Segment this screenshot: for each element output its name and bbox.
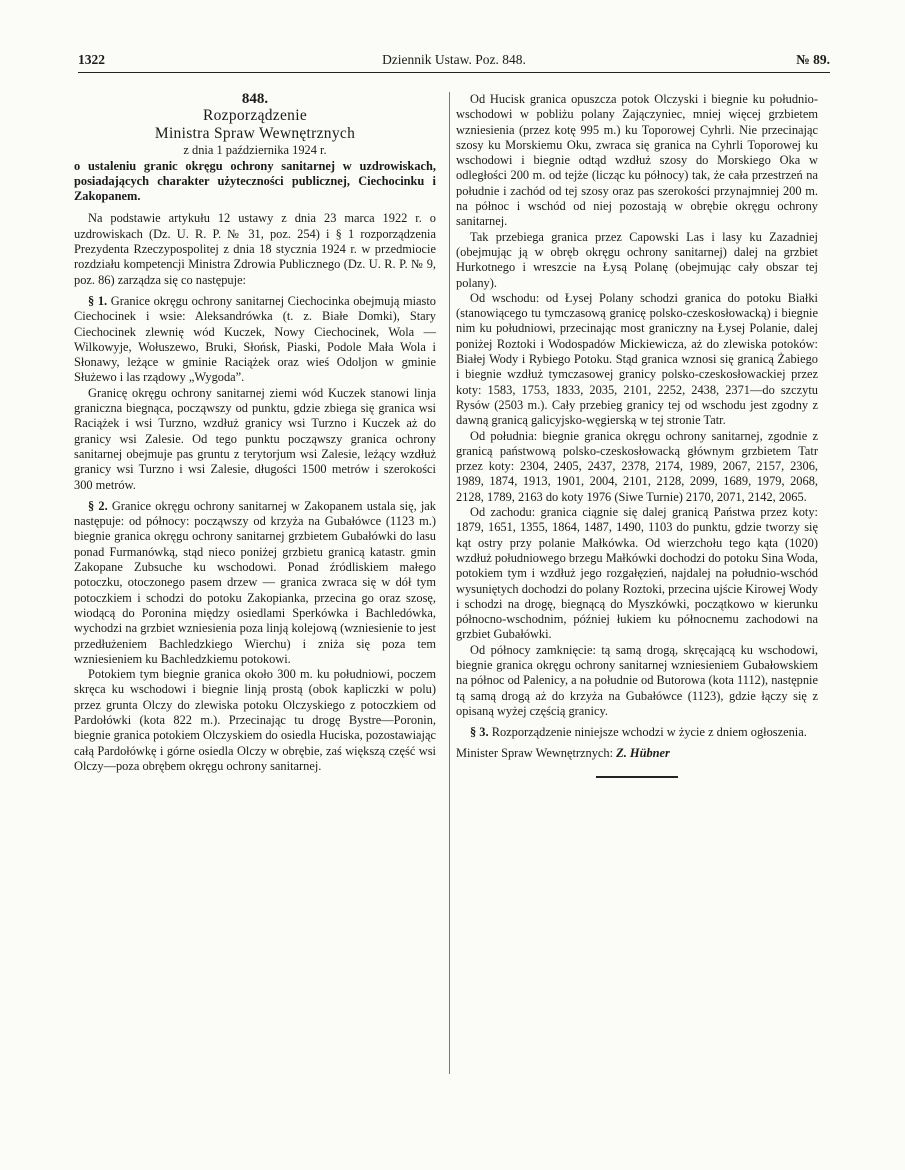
right-column (456, 92, 818, 778)
page-header (78, 50, 830, 70)
header-rule (78, 72, 830, 73)
act-date: z dnia 1 października 1924 r. (183, 143, 327, 158)
act-title (74, 107, 436, 143)
signature-name: Z. Hübner (616, 746, 670, 761)
signature-label: Minister Spraw Wewnętrznych: (456, 746, 617, 761)
act-title-line2: Ministra Spraw Wewnętrznych (154, 125, 356, 143)
section-1-text: Granice okręgu ochrony sanitarnej Ciechocinka obejmują miasto Ciechocinek i wsie: Aleksandrówka (t. z. Białe Domki), Stary Ciechocinek zlewnię wód Kuczek, Nowy Ciechocinek, Wola — Wilkowyje, Wołuszewo, Bruki, Słońsk, Piaski, Podole Mała Wola i Słonawy, leżące w gminie Raciążek oraz wieś Odoljon w gminie Służewo i las rządowy „Wygoda”. (74, 293, 436, 385)
column-divider (449, 92, 450, 1074)
paragraph-north: Od północy zamknięcie: tą samą drogą, skręcającą ku wschodowi, biegnie granica okręgu ochrony sanitarnej wzniesieniem Gubałowskiem na północ od Palenicy, a na południe od Butorowa (kota 1112), następnie tą samą drogą aż do krzyża na Gubałówce (1123), gdzie łączy się z opisaną wyżej częścią granicy. (456, 642, 818, 718)
section-1-paragraph-2: Granicę okręgu ochrony sanitarnej ziemi wód Kuczek stanowi linja graniczna biegnąca, począwszy od punktu, gdzie zbiega się granica wsi Raciążek i wsi Turzno, wzdłuż granicy wsi Turzno i Kuczek aż do granicy wsi Zalesie. Od tego punktu począwszy granica ochrony sanitarnej obejmuje pas gruntu z terytorjum wsi Zalesie, leżący wzdłuż granicy wsi Turzno i wsi Zalesie, długości 1500 metrów i szerokości 300 metrów. (74, 385, 436, 492)
section-1-label: § 1. (88, 293, 108, 308)
section-3-text: Rozporządzenie niniejsze wchodzi w życie z dniem ogłoszenia. (488, 725, 807, 740)
section-1 (74, 294, 436, 386)
paragraph-east: Od wschodu: od Łysej Polany schodzi granica do potoku Białki (stanowiącego tu tymczasową granicę polsko-czeskosłowacką) i biegnie nim ku południowi, przecinając most graniczny na Łysej Polanie, dalej poniżej Roztoki i Wodospadów Mickiewicza, aż do zlewiska potoków: Białej Wody i Rybiego Potoku. Stąd granica wznosi się granicą Żabiego i biegnie wzdłuż tymczasowej granicy polsko-czeskosłowackiej przez koty: 1583, 1753, 1833, 2035, 2101, 2252, 2438, 2371—do szczytu Rysów (2503 m.). Cały przebieg granicy tej od wschodu jest zgodny z dawną granicą galicyjsko-węgierską w tej stronie Tatr. (456, 290, 818, 428)
paragraph-capowski: Tak przebiega granica przez Capowski Las i lasy ku Zazadniej (obejmując ją w obręb okręgu ochrony sanitarnej) dalej na grzbiet Hurkotnego i wreszcie na Łysą Polanę (obejmując cały obszar tej polany). (456, 229, 818, 290)
section-2-paragraph-2: Potokiem tym biegnie granica około 300 m. ku południowi, poczem skręca ku wschodowi i biegnie linją prostą (obok kapliczki w polu) przez grunta Olczy do zlewiska potoku Olczyskiego z potoczkiem od Pardołówki (kota 822 m.). Przecinając tu drogę Bystre—Poronin, biegnie granica potokiem Olczyskiem do osiedla Huciska, pozostawiając całą Pardołówkę i górne osiedla Olczy w obrębie, zaś większą część wsi Olczy—poza obrębem okręgu ochrony sanitarnej. (74, 667, 436, 773)
section-2-label: § 2. (88, 498, 108, 513)
act-number: 848. (241, 91, 269, 107)
page-number: 1322 (78, 52, 105, 67)
paragraph-west: Od zachodu: granica ciągnie się dalej granicą Państwa przez koty: 1879, 1651, 1355, 1864, 1487, 1490, 1103 do punktu, gdzie tworzy się kąt ostry przy polanie Małkówka. Od wierzchołu tego kąta (1020) wzdłuż południowego brzegu Małkówki dochodzi do potoku Sina Woda, potokiem tym i wzdłuż jego rozgałęzień, najdalej na południo-wschód wysuniętych dochodzi do polany Roztoki, przecina ujście Kirowej Wody i schodzi na drogę, biegnącą do Myszkówki, początkowo w kierunku północno-wschodnim, później łukiem ku północnemu zachodowi na grzbiet Gubałówki. (456, 505, 818, 642)
paragraph-hucisk: Od Hucisk granica opuszcza potok Olczyski i biegnie ku południo-wschodowi w pobliżu polany Zajączyniec, mniej więcej grzbietem wzniesienia (przez kotę 995 m.) ku Toporowej Cyhrli. Nie przecinając szosy ku Morskiemu Oku, zwraca się granica na Cyhrli Toporowej ku wschodowi i biegnie odtąd wzdłuż szosy do Morskiego Oka w odległości 200 m. od tejże (licząc ku północy) tak, że cała przestrzeń na południe i zachód od tej szosy oraz pas szerokości przynajmniej 200 m. na północ i wschód od niej pozostają w obrębie okręgu ochrony sanitarnej. (456, 92, 818, 229)
section-3-label: § 3. (470, 725, 489, 740)
section-2 (74, 499, 436, 667)
issue-number: № 89. (796, 52, 830, 67)
signature (456, 746, 818, 761)
act-title-line1: Rozporządzenie (202, 107, 308, 125)
act-subject: o ustaleniu granic okręgu ochrony sanitarnej w uzdrowiskach, posiadających charakter użyteczności publicznej, Ciechocinku i Zakopanem. (74, 158, 436, 204)
paragraph-south: Od południa: biegnie granica okręgu ochrony sanitarnej, zgodnie z granicą państwową polsko-czeskosłowacką głównym grzbietem Tatr przez koty: 2304, 2405, 2437, 2378, 2174, 1989, 2067, 2157, 2306, 1989, 1874, 1913, 1901, 2004, 2101, 2128, 2099, 1689, 1979, 2068, 2128, 1789, 2163 do koty 1976 (Siwe Turnie) 2170, 2071, 2142, 2065. (456, 428, 818, 504)
journal-title: Dziennik Ustaw. Poz. 848. (382, 52, 526, 67)
section-3 (456, 725, 818, 740)
left-column (74, 92, 436, 774)
section-2-text: Granice okręgu ochrony sanitarnej w Zakopanem ustala się, jak następuje: od północy: począwszy od krzyża na Gubałówce (1123 m.) biegnie granica okręgu ochrony sanitarnej grzbietem Gubałówki do lasu ponad Furmanówką, stąd nieco poniżej grzbietu granicą katastr. gmin Zakopane Zubsuche ku wschodowi. Ponad źródliskiem małego potoczku, otoczonego pasem drzew — granica zwraca się w dół tym potoczkiem i schodzi do potoku Zakopianka, przecina go oraz szosę, wiodącą do Poronina między osiedlami Sperkówka i Bachledówka, wychodzi na grzbiet wzniesienia poza linją kolejową (wzniesienie to jest przedłużeniem Bachledzkiego Wierchu) i zniża się poza tem wzniesieniem ku Bachledzkiemu potokowi. (74, 498, 436, 666)
preamble: Na podstawie artykułu 12 ustawy z dnia 23 marca 1922 r. o uzdrowiskach (Dz. U. R. P. № 31, poz. 254) i § 1 rozporządzenia Prezydenta Rzeczypospolitej z dnia 18 stycznia 1924 r. w przedmiocie rozdziału kompetencji Ministra Zdrowia Publicznego (Dz. U. R. P. № 9, poz. 86) zarządza się co następuje: (74, 211, 436, 287)
end-rule (596, 776, 678, 778)
